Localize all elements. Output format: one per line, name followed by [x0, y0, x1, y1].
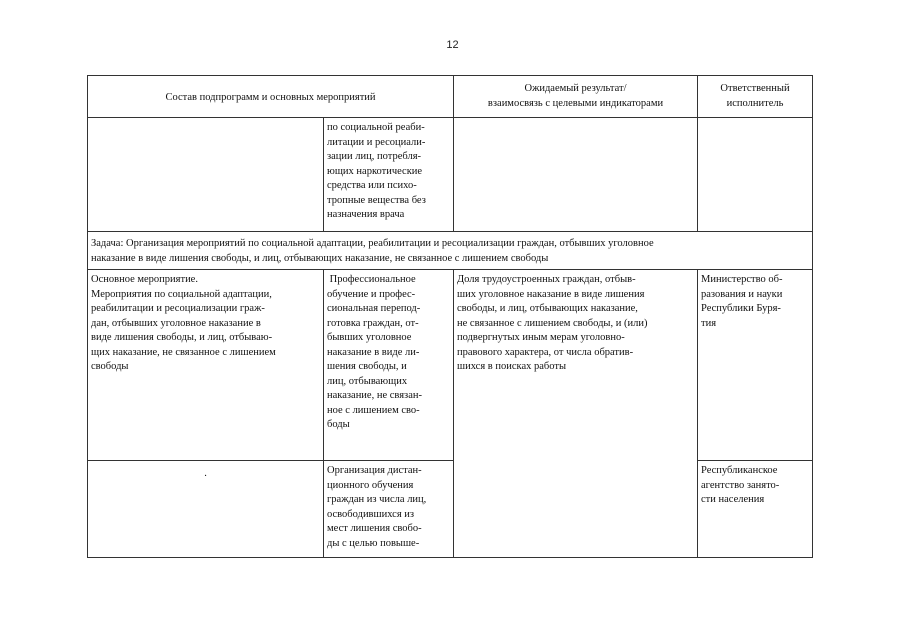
row4-activity-text: Организация дистан- ционного обучения граждан из числа лиц, освободившихся из мест лишения свобо- ды с целью повыше-: [327, 465, 427, 549]
row3-main-event-text: Основное мероприятие. Мероприятия по социальной адаптации, реабилитации и ресоциализации граж- дан, отбывших уголовное наказание в виде лишения свободы, и лиц, отбываю- щих наказание, не связанное с лишением свободы: [91, 274, 276, 372]
header-responsible: [698, 76, 813, 118]
table-row: [88, 118, 813, 232]
row4-responsible-text: Республиканское агентство занято- сти населения: [701, 465, 780, 505]
row1-activity-cell: [324, 118, 454, 232]
header-result-line-2: взаимосвязь с целевыми индикаторами: [487, 97, 664, 109]
row4-main-event-cell: [88, 461, 324, 558]
row1-responsible-cell: [698, 118, 813, 232]
row3-activity-text: Профессиональное обучение и профес- сиональная перепод- готовка граждан, от- бывших уголовное наказание в виде ли- шения свободы, и лиц, отбывающих наказание, не связан- ное с лишением сво- боды: [327, 274, 422, 430]
row3-activity-cell: [324, 270, 454, 461]
row4-activity-cell: [324, 461, 454, 558]
header-responsible-line-2: исполнитель: [726, 97, 784, 109]
row1-main-event-cell: [88, 118, 324, 232]
header-responsible-line-1: Ответственный: [720, 83, 790, 94]
table-row: [88, 270, 813, 461]
row4-responsible-cell: [698, 461, 813, 558]
program-table: [87, 75, 813, 558]
row3-result-cell: [454, 270, 698, 558]
table-header-row: [88, 76, 813, 118]
row1-result-cell: [454, 118, 698, 232]
header-result: [454, 76, 698, 118]
header-result-line-1: Ожидаемый результат/: [524, 83, 627, 94]
row3-main-event-cell: [88, 270, 324, 461]
task-cell: [88, 232, 813, 270]
page-number: 12: [446, 39, 459, 51]
task-row: [88, 232, 813, 270]
row3-responsible-text: Министерство об- разования и науки Республики Буря- тия: [701, 274, 783, 329]
row4-main-event-text: .: [204, 468, 207, 479]
row3-responsible-cell: [698, 270, 813, 461]
table-row: [88, 461, 813, 558]
task-text: Задача: Организация мероприятий по социальной адаптации, реабилитации и ресоциализации граждан, отбывших уголовное наказание в виде лишения свободы, и лиц, отбывающих наказание, не связанное с лишением свободы: [91, 238, 654, 264]
header-composition: Состав подпрограмм и основных мероприятий: [88, 76, 454, 118]
row1-activity-text: по социальной реаби- литации и ресоциали- зации лиц, потребля- ющих наркотические средства или психо- тропные вещества без назначения врача: [327, 122, 426, 220]
row3-result-text: Доля трудоустроенных граждан, отбыв- ших уголовное наказание в виде лишения свободы, и лиц, отбывающих наказание, не связанное с лишением свободы, и (или) подвергнутых иным мерам уголовно- правового характера, от числа обратив- шихся в поисках работы: [457, 274, 648, 372]
